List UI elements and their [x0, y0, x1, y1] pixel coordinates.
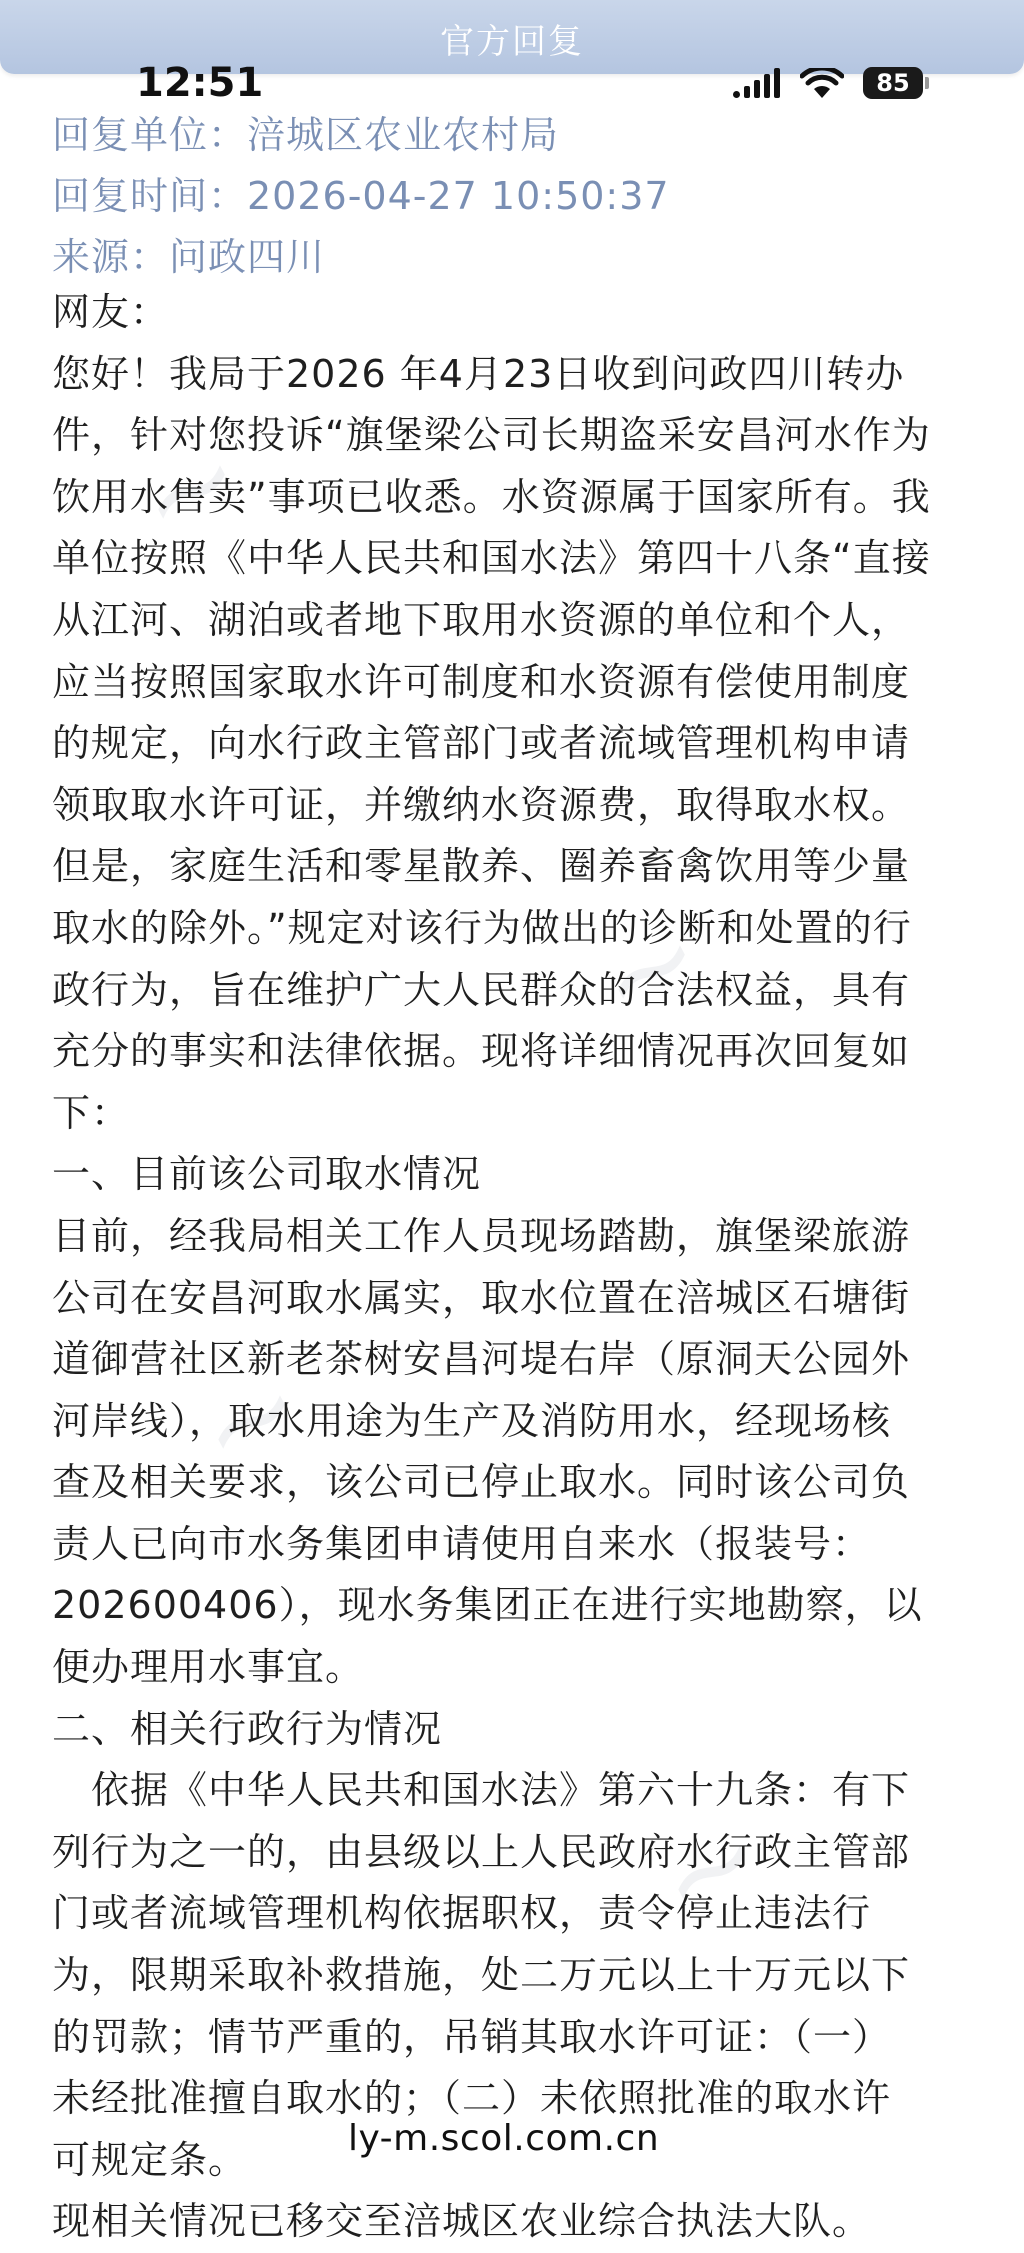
- body-line: 从江河、湖泊或者地下取用水资源的单位和个人，: [52, 597, 911, 642]
- background-watermark: ~: [113, 404, 268, 575]
- reply-meta: [52, 104, 670, 287]
- body-line: 列行为之一的，由县级以上人民政府水行政主管部: [52, 1829, 911, 1874]
- battery-cap: [925, 77, 929, 89]
- section-heading: 二、相关行政行为情况: [52, 1706, 443, 1751]
- body-line: 的规定，向水行政主管部门或者流域管理机构申请: [52, 721, 911, 766]
- body-line: 未经批准擅自取水的；（二）未依照批准的取水许: [52, 2076, 892, 2121]
- body-line: 为，限期采取补救措施，处二万元以上十万元以下: [52, 1953, 911, 1998]
- body-line: 单位按照《中华人民共和国水法》第四十八条“直接: [52, 536, 931, 581]
- body-line: 责人已向市水务集团申请使用自来水（报装号：: [52, 1521, 872, 1566]
- body-line: 的罚款；情节严重的，吊销其取水许可证：（一）: [52, 2014, 892, 2059]
- body-line: 政行为，旨在维护广大人民群众的合法权益，具有: [52, 967, 911, 1012]
- body-line: 目前，经我局相关工作人员现场踏勘，旗堡梁旅游: [52, 1213, 911, 1258]
- reply-body: [52, 282, 972, 2253]
- status-time: 12:51: [136, 60, 264, 106]
- body-line: 依据《中华人民共和国水法》第六十九条：有下: [52, 1768, 911, 1813]
- banner-title: 官方回复: [440, 22, 584, 62]
- section-heading: 一、目前该公司取水情况: [52, 1152, 482, 1197]
- body-line: 充分的事实和法律依据。现将详细情况再次回复如: [52, 1029, 911, 1074]
- background-watermark: ~: [173, 1334, 328, 1505]
- wifi-icon: [800, 68, 844, 100]
- cellular-signal-icon: [733, 68, 780, 98]
- body-line: 件，针对您投诉“旗堡梁公司长期盗采安昌河水作为: [52, 413, 931, 458]
- body-line: 应当按照国家取水许可制度和水资源有偿使用制度: [52, 659, 911, 704]
- body-line: 领取取水许可证，并缴纳水资源费，取得取水权。: [52, 782, 911, 827]
- reply-unit: 回复单位：涪城区农业农村局: [52, 113, 560, 157]
- body-line: 202600406），现水务集团正在进行实地勘察，以: [52, 1583, 923, 1628]
- background-watermark: ~: [573, 884, 728, 1055]
- battery-icon: 85: [863, 67, 923, 99]
- body-line: 您好！我局于2026 年4月23日收到问政四川转办: [52, 351, 905, 396]
- source-watermark: ly-m.scol.com.cn: [348, 2118, 660, 2159]
- body-line: 便办理用水事宜。: [52, 1645, 365, 1690]
- body-line: 河岸线），取水用途为生产及消防用水，经现场核: [52, 1398, 892, 1443]
- body-line: 公司在安昌河取水属实，取水位置在涪城区石塘街: [52, 1275, 911, 1320]
- body-line: 门或者流域管理机构依据职权，责令停止违法行: [52, 1891, 872, 1936]
- body-line: 下：: [52, 1090, 131, 1135]
- reply-source: 来源：问政四川: [52, 235, 326, 279]
- body-line: 饮用水售卖”事项已收悉。水资源属于国家所有。我: [52, 474, 931, 519]
- body-line: 但是，家庭生活和零星散养、圈养畜禽饮用等少量: [52, 844, 911, 889]
- body-line: 道御营社区新老茶树安昌河堤右岸（原洞天公园外: [52, 1337, 911, 1382]
- body-line: 查及相关要求，该公司已停止取水。同时该公司负: [52, 1460, 911, 1505]
- reply-time: 回复时间：2026-04-27 10:50:37: [52, 174, 670, 218]
- body-line: 现相关情况已移交至涪城区农业综合执法大队。: [52, 2199, 872, 2244]
- body-line: 取水的除外。”规定对该行为做出的诊断和处置的行: [52, 905, 912, 950]
- body-line: 可规定条。: [52, 2137, 248, 2182]
- body-line: 网友：: [52, 290, 170, 334]
- background-watermark: ~: [633, 1784, 788, 1955]
